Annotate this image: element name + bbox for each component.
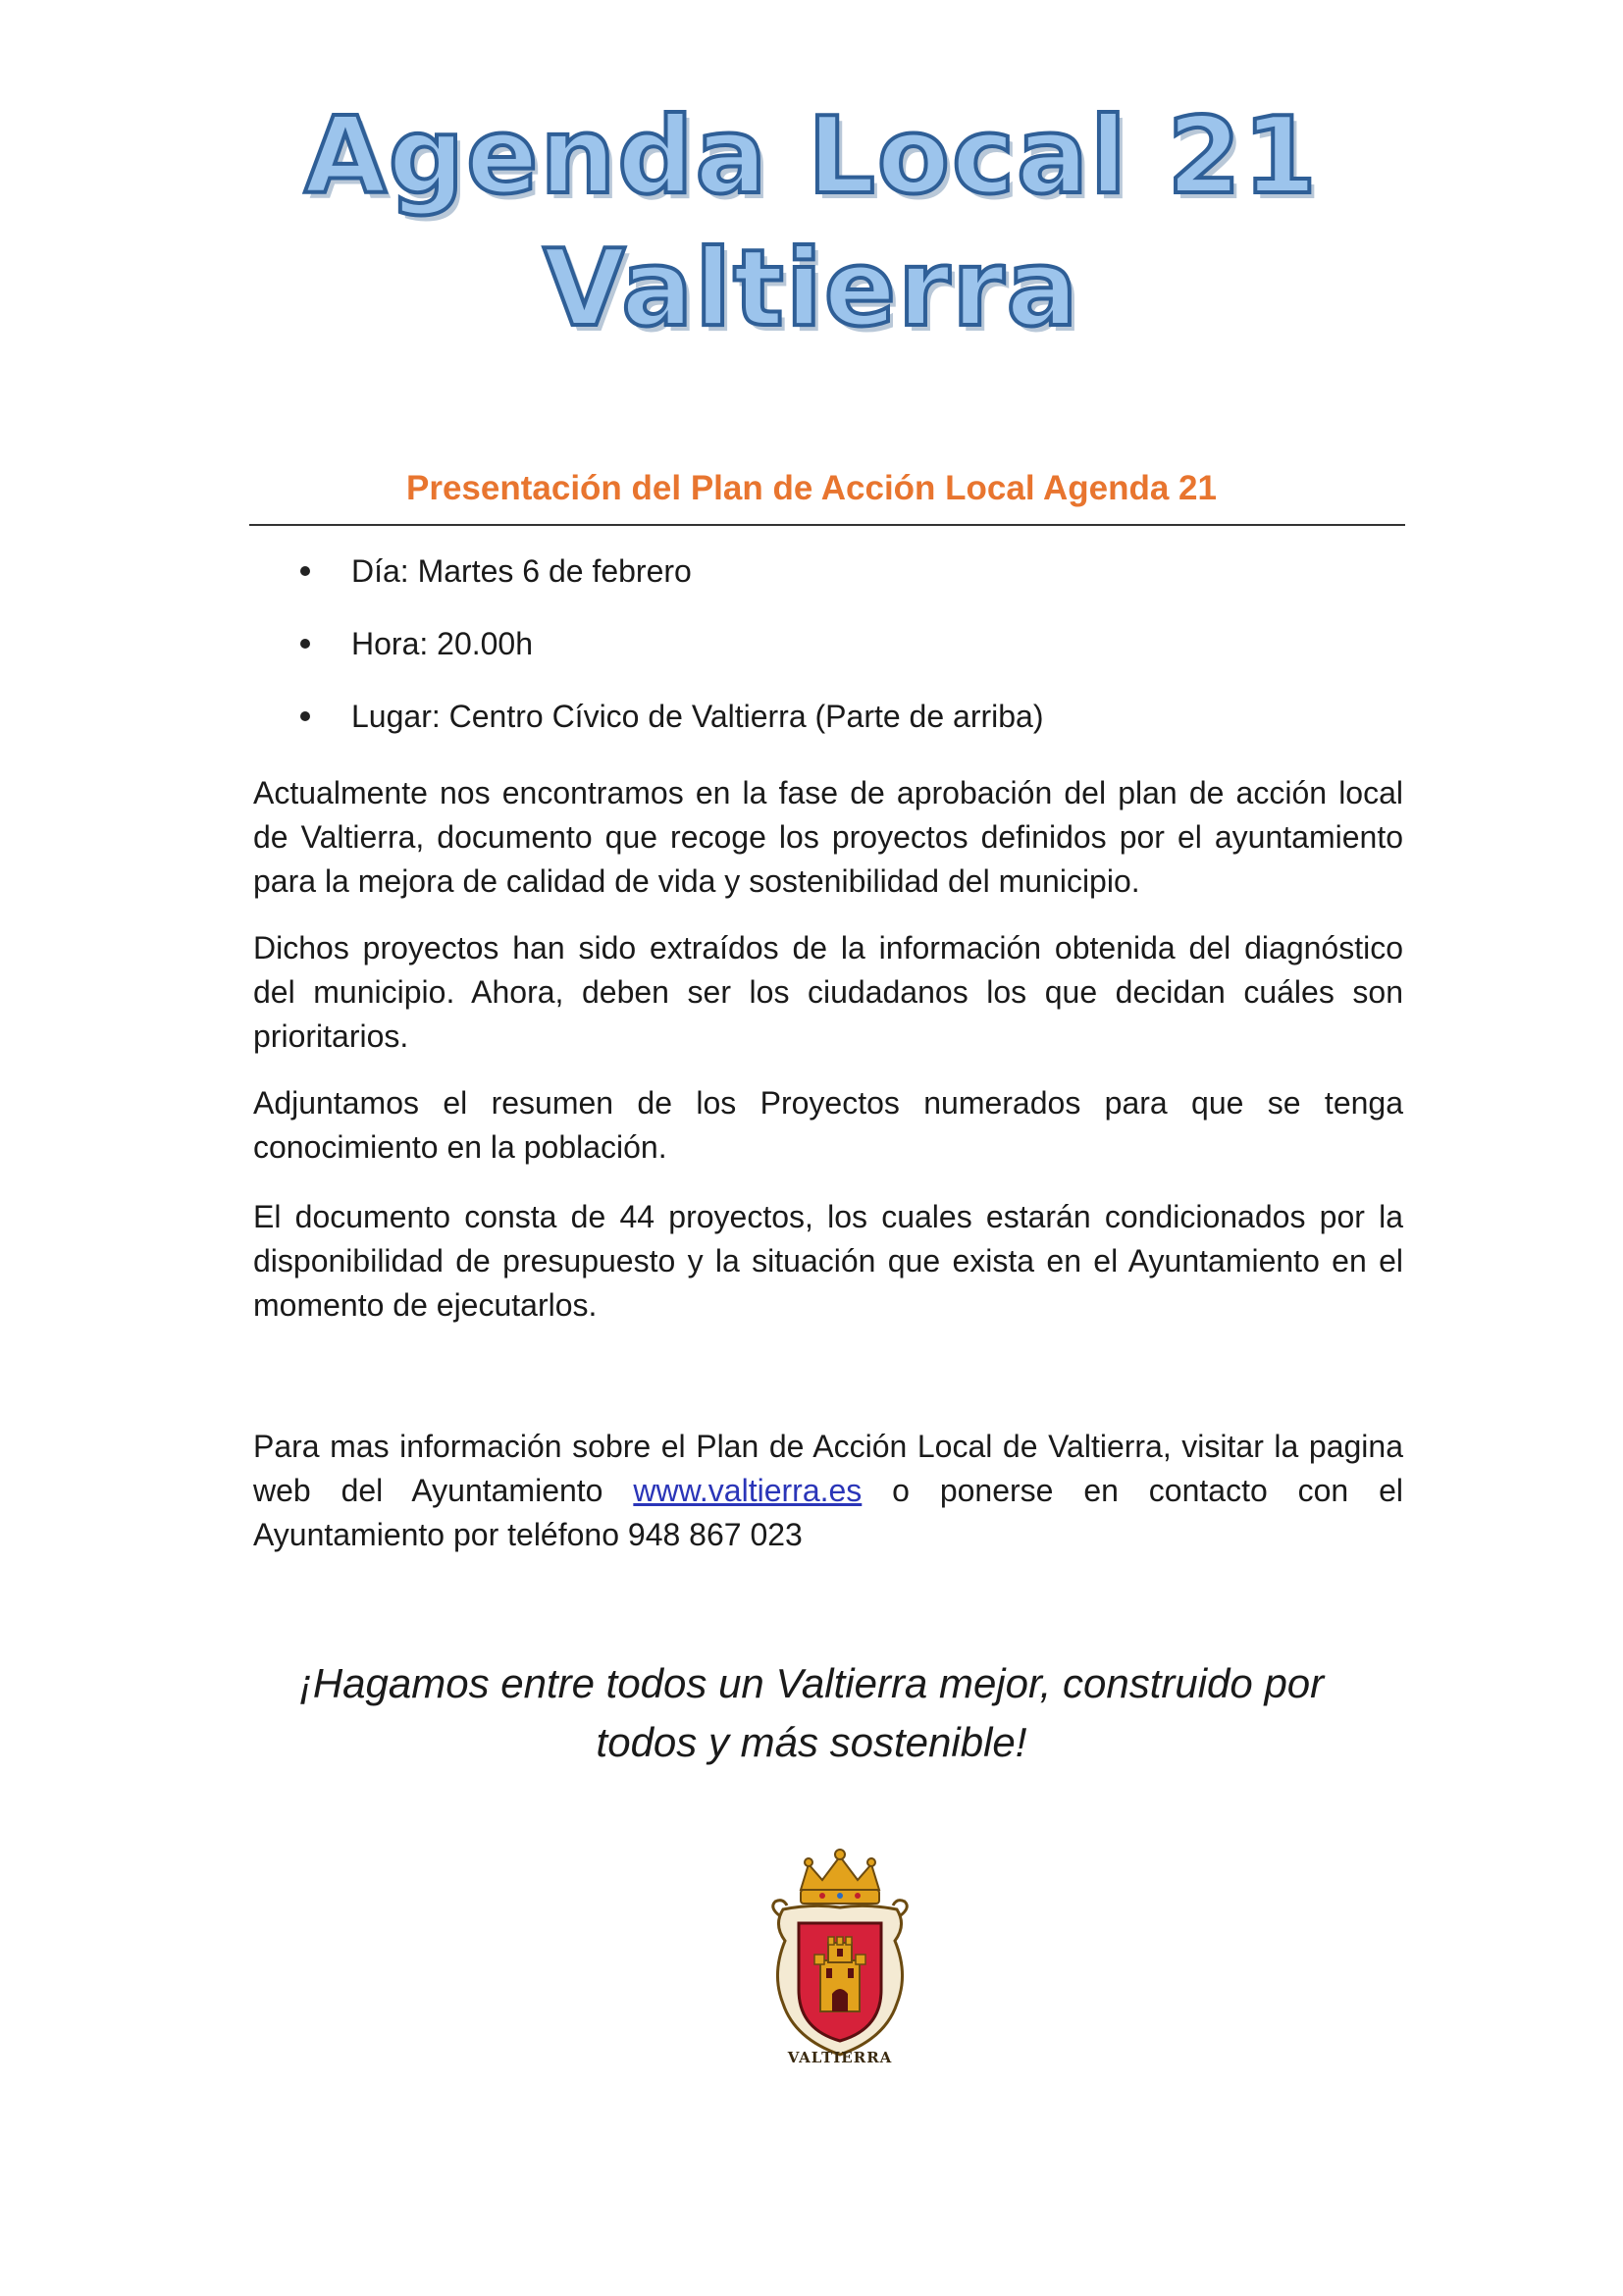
contact-text-before: Para mas información sobre el Plan de Acción Local de Valtierra, visitar la pagina web del Ayuntamiento: [253, 1429, 1403, 1508]
slogan: [0, 1654, 1623, 1772]
contact-paragraph: [253, 1425, 1403, 1557]
bullet-icon: [300, 566, 310, 576]
paragraph-project-count: El documento consta de 44 proyectos, los cuales estarán condicionados por la disponibilidad de presupuesto y la situación que exista en el Ayuntamiento en el momento de ejecutarlos.: [253, 1199, 1403, 1323]
list-item-time: [294, 624, 1044, 663]
detail-time: Hora: 20.00h: [351, 626, 534, 661]
divider: [249, 524, 1405, 526]
crown-icon: [801, 1850, 879, 1904]
list-item-day: [294, 551, 1044, 591]
paragraph-projects-origin: Dichos proyectos han sido extraídos de la información obtenida del diagnóstico del municipio. Ahora, deben ser los ciudadanos los que decidan cuáles son prioritarios.: [253, 930, 1403, 1054]
detail-place: Lugar: Centro Cívico de Valtierra (Parte de arriba): [351, 699, 1044, 734]
list-item-place: [294, 697, 1044, 736]
contact-text-after: o ponerse en contacto con el Ayuntamiento por teléfono 948 867 023: [253, 1473, 1404, 1552]
bullet-icon: [300, 711, 310, 721]
title-line-2: Valtierra: [543, 228, 1080, 350]
website-link[interactable]: www.valtierra.es: [633, 1473, 863, 1508]
bullet-icon: [300, 639, 310, 649]
paragraph-summary-attached: Adjuntamos el resumen de los Proyectos numerados para que se tenga conocimiento en la población.: [253, 1085, 1403, 1165]
crest-caption: VALTIERRA: [787, 2049, 893, 2066]
event-details-list: [294, 551, 1044, 769]
slogan-line-2: todos y más sostenible!: [596, 1719, 1027, 1765]
subtitle: Presentación del Plan de Acción Local Agenda 21: [406, 469, 1217, 507]
paragraph-approval-phase: Actualmente nos encontramos en la fase de aprobación del plan de acción local de Valtierra, documento que recoge los proyectos definidos por el ayuntamiento para la mejora de calidad de vida y sostenibilidad del municipio.: [253, 775, 1403, 899]
slogan-line-1: ¡Hagamos entre todos un Valtierra mejor, construido por: [298, 1660, 1325, 1706]
title-line-1: Agenda Local 21: [304, 95, 1319, 218]
detail-day: Día: Martes 6 de febrero: [351, 553, 692, 589]
